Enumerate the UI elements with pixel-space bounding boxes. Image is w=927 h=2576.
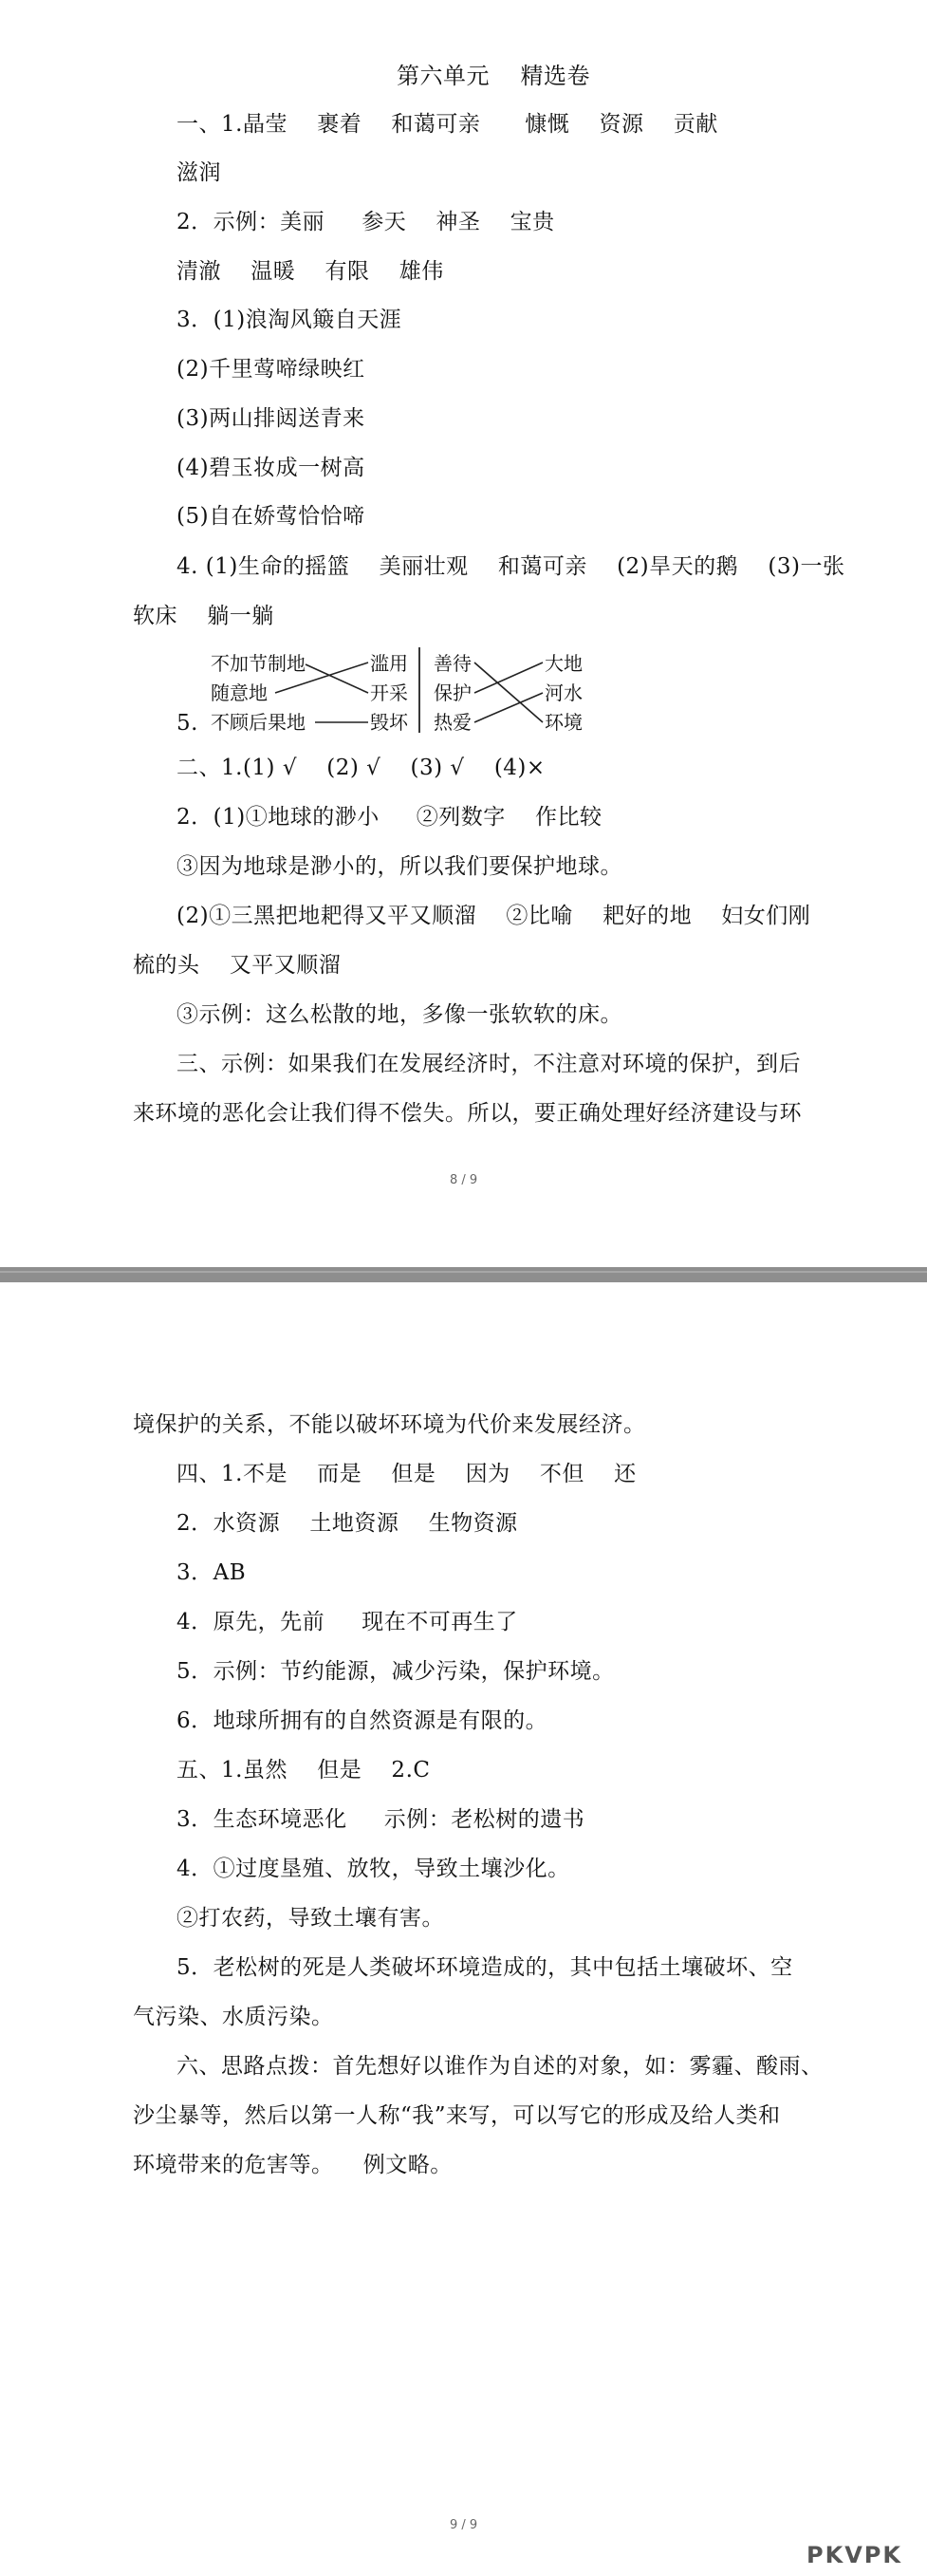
match-left-b: 开采 [370,681,408,704]
answer-line: 气污染、水质污染。 [133,2005,334,2029]
answer-line: 4．①过度垦殖、放牧，导致土壤沙化。 [176,1857,570,1881]
match-right-a: 热爱 [434,711,472,734]
match-left-a: 不顾后果地 [211,711,306,734]
answer-line: 4. (1)生命的摇篮 美丽壮观 和蔼可亲 (2)旱天的鹅 (3)一张 [176,554,845,579]
answer-line: 4．原先，先前 现在不可再生了 [176,1610,518,1634]
answer-line: ③因为地球是渺小的，所以我们要保护地球。 [176,854,622,879]
question-5-label: 5. [176,711,198,736]
answer-line: 四、1.不是 而是 但是 因为 不但 还 [176,1462,637,1486]
match-right-a: 善待 [434,652,472,675]
page-number: 8 / 9 [450,1173,478,1187]
answer-line: 清澈 温暖 有限 雄伟 [176,259,444,284]
match-right-a: 保护 [434,681,472,704]
answer-line: 滋润 [176,160,221,185]
match-left-a: 不加节制地 [211,652,306,675]
answer-line: 2．水资源 土地资源 生物资源 [176,1511,518,1536]
answer-line: (2)①三黑把地耙得又平又顺溜 ②比喻 耙好的地 妇女们刚 [176,904,811,928]
answer-line: 2．(1)①地球的渺小 ②列数字 作比较 [176,805,603,830]
watermark: PKVPK [806,2542,902,2568]
match-line [474,693,543,722]
answer-line: 沙尘暴等，然后以第一人称“我”来写，可以写它的形成及给人类和 [133,2103,781,2128]
match-left-a: 随意地 [211,681,268,704]
answer-line: (5)自在娇莺恰恰啼 [176,504,365,529]
answer-line: 境保护的关系，不能以破坏环境为代价来发展经济。 [133,1412,646,1437]
match-line [474,663,543,693]
page-number: 9 / 9 [450,2518,478,2532]
match-right-b: 环境 [545,711,583,734]
match-right-b: 河水 [545,681,583,704]
answer-line: 五、1.虽然 但是 2.C [176,1758,431,1783]
answer-line: 3．AB [176,1560,247,1585]
match-line [306,664,368,693]
answer-line: (3)两山排闼送青来 [176,406,365,431]
match-right-b: 大地 [545,652,583,675]
match-line [275,663,368,693]
answer-line: ②打农药，导致土壤有害。 [176,1906,444,1931]
match-line [474,663,543,722]
answer-line: ③示例：这么松散的地，多像一张软软的床。 [176,1002,622,1027]
matching-lines [0,0,927,759]
answer-line: (4)碧玉妆成一树高 [176,456,365,480]
answer-line: 三、示例：如果我们在发展经济时，不注意对环境的保护，到后 [176,1052,801,1076]
answer-line: 六、思路点拨：首先想好以谁作为自述的对象，如：雾霾、酸雨、 [176,2054,824,2079]
match-left-b: 滥用 [370,652,408,675]
answer-line: 3．生态环境恶化 示例：老松树的遗书 [176,1807,585,1832]
answer-line: 2．示例：美丽 参天 神圣 宝贵 [176,210,555,234]
unit-title: 第六单元 精选卷 [397,63,591,89]
answer-line: 一、1.晶莹 裹着 和蔼可亲 慷慨 资源 贡献 [176,112,718,137]
page-separator [0,1267,927,1282]
answer-line: 梳的头 又平又顺溜 [133,953,342,978]
answer-line: (2)千里莺啼绿映红 [176,357,365,382]
answer-line: 环境带来的危害等。 例文略。 [133,2153,453,2177]
answer-line: 6．地球所拥有的自然资源是有限的。 [176,1708,548,1733]
answer-line: 软床 躺一躺 [133,604,274,628]
match-left-b: 毁坏 [370,711,408,734]
page-1 [0,0,927,1267]
answer-line: 二、1.(1) √ (2) √ (3) √ (4)× [176,756,546,780]
answer-line: 5．老松树的死是人类破坏环境造成的，其中包括土壤破坏、空 [176,1955,793,1980]
answer-line: 3．(1)浪淘风簸自天涯 [176,308,402,332]
answer-line: 来环境的恶化会让我们得不偿失。所以，要正确处理好经济建设与环 [133,1101,802,1126]
answer-line: 5．示例：节约能源，减少污染，保护环境。 [176,1659,615,1684]
